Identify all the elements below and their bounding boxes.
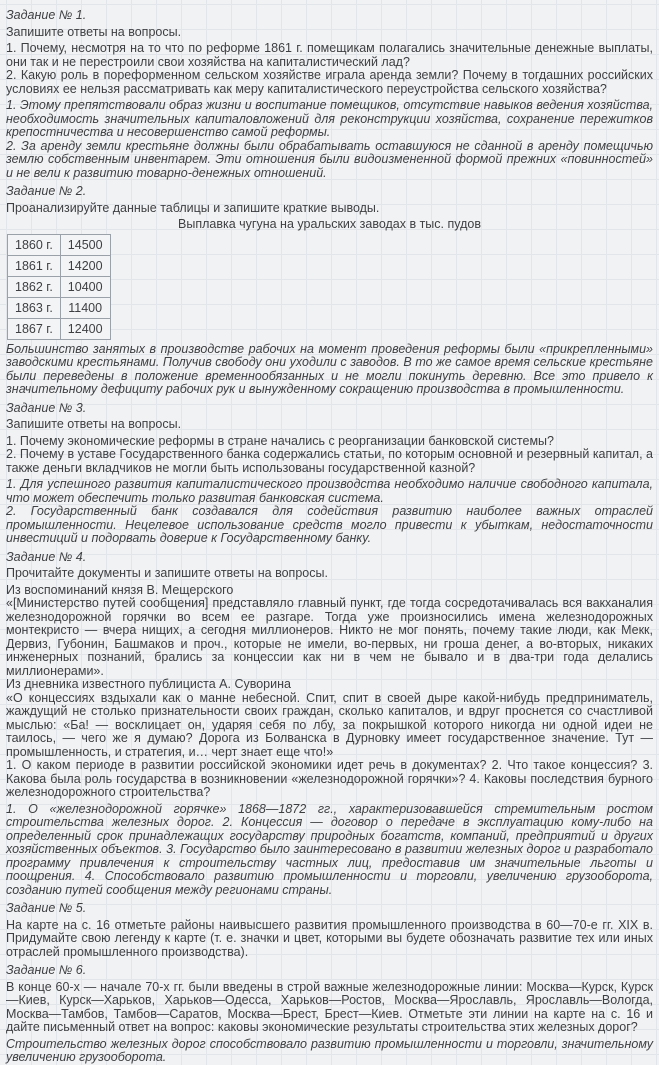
answer-item: 2. Государственный банк создавался для содействия развитию наиболее важных отраслей промышленности. Нецелевое использование средств могло привести к убыткам, недостаточности инвестиций и подорвать доверие к Государственному банку.: [6, 504, 653, 545]
table-row: [8, 297, 111, 318]
table-title: Выплавка чугуна на уральских заводах в тыс. пудов: [178, 217, 481, 231]
task-4-questions: 1. О каком периоде в развитии российской экономики идет речь в документах? 2. Что такое концессия? 3. Какова была роль государства в возникновении «железнодорожной горячки»? 4. Каковы последствия бурного железнодорожного строительства?: [6, 758, 653, 799]
answer-item: 1. Этому препятствовали образ жизни и воспитание помещиков, отсутствие навыков ведения хозяйства, необходимость значительных капиталовложений для реконструкции хозяйства, сохранение пережитков крепостничества и несовершенство самой реформы.: [6, 98, 653, 139]
table-value-cell: 14200: [60, 255, 110, 276]
task-3-answers: [6, 478, 653, 546]
task-1-instruction: Запишите ответы на вопросы.: [6, 24, 182, 39]
table-year-cell: 1861 г.: [8, 255, 61, 276]
task-6-answer: Строительство железных дорог способствовало развитию промышленности и торговли, значительному увеличению грузооборота.: [6, 1036, 653, 1064]
task-3-instruction: Запишите ответы на вопросы.: [6, 417, 182, 431]
table-year-cell: 1867 г.: [8, 318, 61, 339]
question-item: 2. Какую роль в пореформенном сельском хозяйстве играла аренда земли? Почему в тогдашних российских условиях ее нельзя рассматривать как меру капиталистического переустройства сельского хозяйства?: [6, 68, 653, 96]
pig-iron-production-table: [7, 234, 111, 340]
task-2-header: Задание № 2.: [6, 184, 87, 198]
table-year-cell: 1862 г.: [8, 276, 61, 297]
task-5-header: Задание № 5.: [6, 901, 87, 915]
task-3-questions: [6, 435, 653, 476]
task-4-header: Задание № 4.: [6, 549, 87, 564]
task-4-instruction: Прочитайте документы и запишите ответы на вопросы.: [6, 566, 328, 580]
task-1-questions: [6, 42, 653, 96]
table-row: [8, 234, 111, 255]
table-row: [8, 276, 111, 297]
table-row: [8, 318, 111, 339]
task-2-instruction: Проанализируйте данные таблицы и запишите краткие выводы.: [6, 200, 380, 215]
task-5-body: На карте на с. 16 отметьте районы наивысшего развития промышленного производства в 60—70-е гг. XIX в. Придумайте свою легенду к карте (т. е. значки и цвет, которыми вы будете обозначать развитие тех или иных отраслей промышленного производства).: [6, 917, 653, 959]
answer-item: 1. Для успешного развития капиталистического производства необходимо наличие свободного капитала, что может обеспечить только развитая банковская система.: [6, 477, 653, 505]
task-1-header: Задание № 1.: [6, 8, 87, 22]
table-year-cell: 1863 г.: [8, 297, 61, 318]
task-6-header: Задание № 6.: [6, 963, 87, 977]
task-4-documents: [6, 584, 653, 800]
question-item: 2. Почему в уставе Государственного банка содержались статьи, по которым основной и резервный капитал, а также деньги вкладчиков не могли быть использованы государственной казной?: [6, 447, 653, 475]
table-year-cell: 1860 г.: [8, 234, 61, 255]
table-value-cell: 12400: [60, 318, 110, 339]
document-quote: «[Министерство путей сообщения] представляло главный пункт, где тогда сосредотачивалась вся вакханалия железнодорожной горячки во всем ее разгаре. Тогда уже произносились имена железнодорожных монтекристо — вчера нищих, а сегодня миллионеров. Никто не мог понять, почему такие люди, как Мекк, Дервиз, Губонин, Башмаков и проч., которые не имели, во-первых, ни гроша денег, а во-вторых, никаких инженерных познаний, брались за концессии как ни в чем не бывало и в два-три года делались миллионерами».: [6, 596, 653, 678]
document-quote: «О концессиях вздыхали как о манне небесной. Спит, спит в своей дыре какой-нибудь предприниматель, жаждущий не столько признательности своих граждан, сколько капиталов, и вдруг проснется со счастливой мыслью: «Ба! — восклицает он, ударяя себя по лбу, за покрышкой которого никогда ни одной идеи не таилось, — чего же я думаю? Дорога из Болванска в Дурновку имеет государственное значение. Тут — промышленность, и стратегия, и… черт знает еще что!»: [6, 690, 653, 759]
table-row: [8, 255, 111, 276]
task-6-body: В конце 60-х — начале 70-х гг. были введены в строй важные железнодорожные линии: Москва—Курск, Курск—Киев, Курск—Харьков, Харьков—Одесса, Харьков—Ростов, Москва—Ярославль, Ярославль—Вологда, Москва—Тамбов, Тамбов—Саратов, Москва—Брест, Брест—Киев. Отметьте эти линии на карте на с. 16 и дайте письменный ответ на вопрос: каковы экономические результаты строительства этих железных дорог?: [6, 979, 653, 1034]
document-source: Из воспоминаний князя В. Мещерского: [6, 582, 234, 597]
task-4-answer: 1. О «железнодорожной горячке» 1868—1872 гг., характеризовавшейся стремительным ростом строительства железных дорог. 2. Концессия — договор о передаче в эксплуатацию кому-либо на определенный срок принадлежащих государству природных богатств, компаний, предприятий и других хозяйственных объектов. 3. Государство было заинтересовано в развитии железных дорог и разработало программу привлечения к строительству частных лиц, предоставив им значительные льготы и поощрения. 4. Способствовало развитию промышленности и торговли, увеличению грузооборота, созданию путей сообщения между регионами страны.: [6, 801, 653, 897]
task-2-answer: Большинство занятых в производстве рабочих на момент проведения реформы были «прикрепленными» заводскими крестьянами. Получив свободу они уходили с заводов. В то же самое время сельские крестьяне были переведены в положение временнообязанных и не могли покинуть деревню. Все это привело к значительному дефициту рабочих рук и вынужденному сокращению производства в промышленности.: [6, 341, 653, 396]
question-item: 1. Почему, несмотря на то что по реформе 1861 г. помещикам полагались значительные денежные выплаты, они так и не перестроили свои хозяйства на капиталистический лад?: [6, 41, 653, 69]
task-1-answers: [6, 99, 653, 180]
answer-item: 2. За аренду земли крестьяне должны были обрабатывать оставшуюся не сданной в аренду помещичью землю собственным инвентарем. Эти отношения были видоизмененной формой прежних «повинностей» и не вели к развитию товарно-денежных отношений.: [6, 138, 653, 180]
table-value-cell: 10400: [60, 276, 110, 297]
task-3-header: Задание № 3.: [6, 400, 87, 415]
table-value-cell: 14500: [60, 234, 110, 255]
table-value-cell: 11400: [60, 297, 110, 318]
document-source: Из дневника известного публициста А. Суворина: [6, 677, 291, 691]
question-item: 1. Почему экономические реформы в стране начались с реорганизации банковской системы?: [6, 433, 554, 448]
